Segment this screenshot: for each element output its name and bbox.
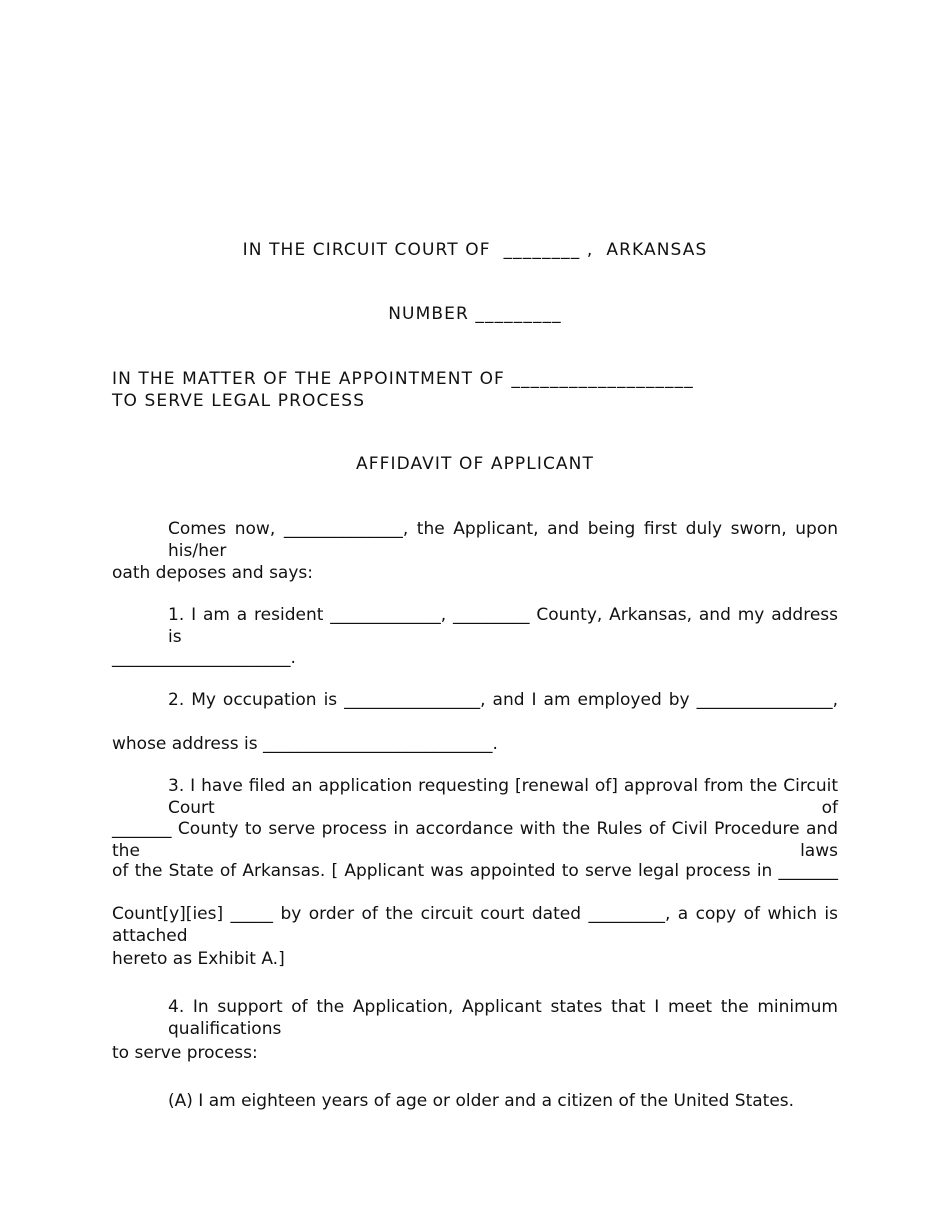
paragraph-3-line-5: hereto as Exhibit A.] [112, 949, 285, 969]
intro-line-2: oath deposes and says: [112, 563, 313, 583]
case-number-line: NUMBER _________ [388, 304, 562, 324]
paragraph-3-line-4: Count[y][ies] _____ by order of the circuit court dated _________, a copy of which is attached [112, 904, 838, 946]
matter-line-2: TO SERVE LEGAL PROCESS [112, 391, 366, 411]
paragraph-3-line-1: 3. I have filed an application requesting [renewal of] approval from the Circuit Court of [168, 776, 838, 818]
paragraph-4-line-2: to serve process: [112, 1043, 258, 1063]
paragraph-3-line-3: of the State of Arkansas. [ Applicant was appointed to serve legal process in _______ [112, 861, 838, 881]
paragraph-3-line-2: _______ County to serve process in accordance with the Rules of Civil Procedure and the laws [112, 819, 838, 861]
document-title: AFFIDAVIT OF APPLICANT [356, 454, 594, 474]
paragraph-4-line-1: 4. In support of the Application, Applicant states that I meet the minimum qualifications [168, 997, 838, 1039]
paragraph-1-line-1: 1. I am a resident _____________, _________ County, Arkansas, and my address is [168, 605, 838, 647]
paragraph-2-line-1: 2. My occupation is ________________, and I am employed by ________________, [168, 690, 838, 710]
paragraph-a-line-1: (A) I am eighteen years of age or older and a citizen of the United States. [168, 1091, 795, 1111]
court-heading: IN THE CIRCUIT COURT OF ________ , ARKANSAS [242, 240, 708, 260]
paragraph-2-line-2: whose address is ___________________________. [112, 734, 498, 754]
paragraph-1-line-2: _____________________. [112, 648, 296, 668]
matter-line-1: IN THE MATTER OF THE APPOINTMENT OF ___________________ [112, 369, 694, 389]
intro-line-1: Comes now, ______________, the Applicant, and being first duly sworn, upon his/her [168, 519, 838, 561]
